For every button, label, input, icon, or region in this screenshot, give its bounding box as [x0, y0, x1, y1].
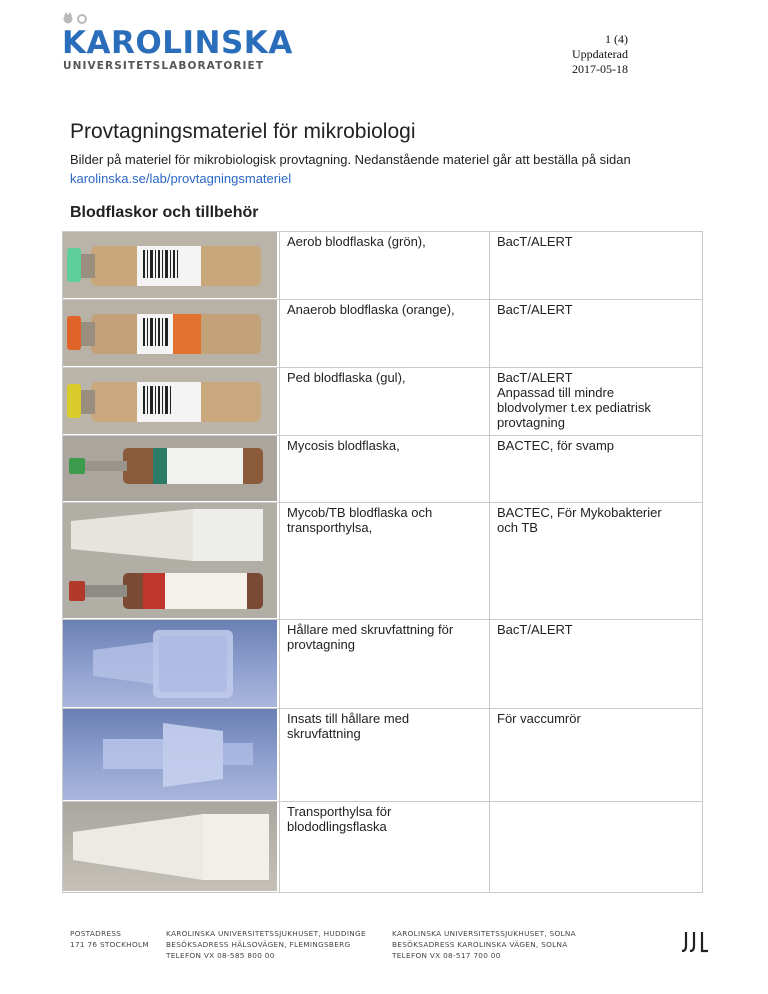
footer-solna: KAROLINSKA UNIVERSITETSSJUKHUSET, SOLNA BESÖKSADRESS KAROLINSKA VÄGEN, SOLNA TELEFON VX 08-517 700 00: [392, 929, 576, 960]
page-title: Provtagningsmateriel för mikrobiologi: [70, 120, 416, 143]
item-info: BacT/ALERT: [497, 622, 573, 637]
image-cell: [63, 802, 280, 893]
intro-paragraph: [70, 150, 631, 188]
logo-subtitle: UNIVERSITETSLABORATORIET: [63, 60, 265, 72]
item-info: BacT/ALERT: [497, 234, 573, 249]
crown-icon: [62, 10, 102, 26]
item-name: Mycob/TB blodflaska och transporthylsa,: [287, 505, 433, 535]
logo-name: KAROLINSKA: [62, 25, 293, 61]
transport-sleeve-photo: [63, 802, 277, 891]
image-cell: [63, 436, 280, 503]
intro-text: Bilder på materiel för mikrobiologisk provtagning. Nedanstående materiel går att beställa på sidan: [70, 152, 631, 167]
table-row: [63, 368, 703, 436]
updated-date: 2017-05-18: [572, 62, 628, 76]
item-name: Aerob blodflaska (grön),: [287, 234, 426, 249]
item-info: BacT/ALERT Anpassad till mindre blodvolymer t.ex pediatrisk provtagning: [497, 370, 651, 430]
red-cap: [69, 581, 85, 601]
image-cell: [63, 232, 280, 300]
intro-link[interactable]: karolinska.se/lab/provtagningsmateriel: [70, 171, 292, 186]
item-name: Hållare med skruvfattning för provtagning: [287, 622, 454, 652]
materials-table: [62, 231, 703, 893]
image-cell: [63, 368, 280, 436]
table-row: [63, 709, 703, 802]
item-name: Anaerob blodflaska (orange),: [287, 302, 455, 317]
item-info: BACTEC, för svamp: [497, 438, 615, 453]
item-info: BacT/ALERT: [497, 302, 573, 317]
table-row: [63, 436, 703, 503]
item-info: För vaccumrör: [497, 711, 581, 726]
pediatric-bottle-photo: [63, 368, 277, 434]
insert-photo: [63, 709, 277, 800]
table-row: [63, 232, 703, 300]
page-number: 1 (4): [605, 32, 628, 46]
holder-photo: [63, 620, 277, 707]
page-meta: [572, 32, 628, 77]
image-cell: [63, 503, 280, 620]
green-cap: [69, 458, 85, 474]
orange-cap: [67, 316, 81, 350]
mycob-tb-bottle-photo: [63, 503, 277, 618]
footer-postal: POSTADRESS 171 76 STOCKHOLM: [70, 929, 149, 949]
image-cell: [63, 620, 280, 709]
item-info: [490, 802, 702, 804]
anaerobic-bottle-photo: [63, 300, 277, 366]
section-title: Blodflaskor och tillbehör: [70, 204, 259, 221]
item-name: Transporthylsa för blododlingsflaska: [287, 804, 392, 834]
aerobic-bottle-photo: [63, 232, 277, 298]
updated-label: Uppdaterad: [572, 47, 628, 61]
item-name: Insats till hållare med skruvfattning: [287, 711, 410, 741]
table-row: [63, 503, 703, 620]
image-cell: [63, 300, 280, 368]
ki-mark-icon: [680, 930, 710, 954]
yellow-cap: [67, 384, 81, 418]
table-row: [63, 802, 703, 893]
footer-huddinge: KAROLINSKA UNIVERSITETSSJUKHUSET, HUDDINGE BESÖKSADRESS HÄLSOVÄGEN, FLEMINGSBERG TELEFON VX 08-585 800 00: [166, 929, 366, 960]
item-info: BACTEC, För Mykobakterier och TB: [497, 505, 662, 535]
item-name: Mycosis blodflaska,: [287, 438, 400, 453]
green-cap: [67, 248, 81, 282]
image-cell: [63, 709, 280, 802]
item-name: Ped blodflaska (gul),: [287, 370, 406, 385]
table-row: [63, 300, 703, 368]
mycosis-bottle-photo: [63, 436, 277, 501]
table-row: [63, 620, 703, 709]
